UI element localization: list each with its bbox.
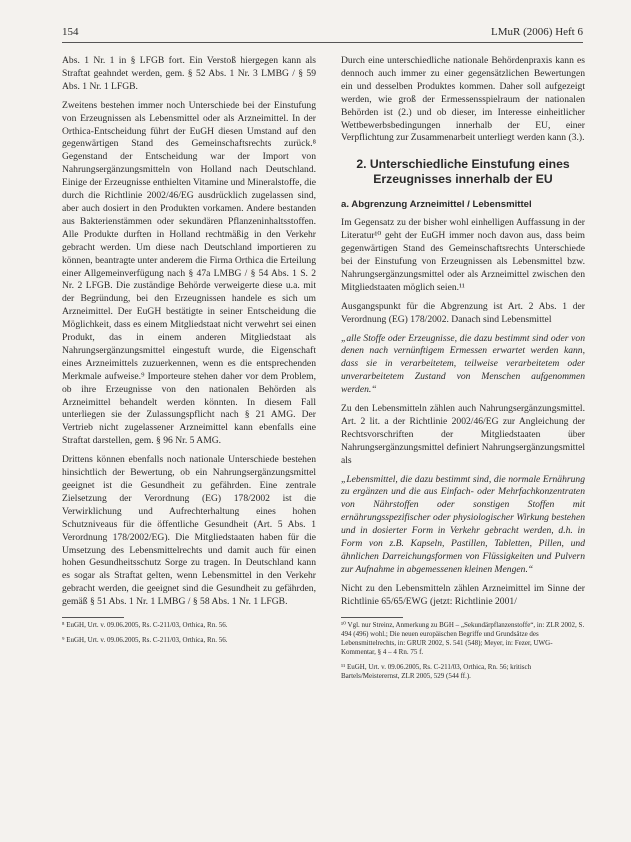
paragraph: Im Gegensatz zu der bisher wohl einhelligen Auffassung in der Literatur¹⁰ geht der EuGH immer noch davon aus, dass beim gegenwärtigen Stand des Gemeinschaftsrechts Unterschiede bei der Einstufung von Erzeugnissen als Lebensmittel bzw. Nahrungsergänzungsmittel oder als Arzneimittel zwischen den Mitgliedstaaten möglich seien.¹¹ bbox=[341, 217, 585, 293]
journal-citation: LMuR (2006) Heft 6 bbox=[491, 26, 583, 38]
paragraph: Ausgangspunkt für die Abgrenzung ist Art. 2 Abs. 1 der Verordnung (EG) 178/2002. Danach sind Lebensmittel bbox=[341, 300, 585, 325]
section-heading: 2. Unterschiedliche Einstufung eines Erzeugnisses innerhalb der EU bbox=[356, 157, 570, 187]
paragraph: Durch eine unterschiedliche nationale Behördenpraxis kann es dennoch auch immer zu einer gegensätzlichen Bewertungen ein und desselben Produktes kommen. Daher soll aufgezeigt werden, wie groß der Ermessensspielraum der nationalen Behörden ist (2.) und ob dieser, im Interesse einheitlicher Wettbewerbsbedingungen innerhalb der EU, einer Verpflichtung zur Zusammenarbeit unterliegt werden kann (3.). bbox=[341, 55, 585, 144]
paragraph: Nicht zu den Lebensmitteln zählen Arzneimittel im Sinne der Richtlinie 65/65/EWG (jetzt: Richtlinie 2001/ bbox=[341, 582, 585, 607]
footnote-divider bbox=[341, 617, 403, 618]
footnote-divider bbox=[62, 617, 124, 618]
block-quote: „Lebensmittel, die dazu bestimmt sind, die normale Ernährung zu ergänzen und die aus Einfach- oder Mehrfachkonzentraten von Nährstoffen oder sonstigen Stoffen mit ernährungsspezifischer oder physiologischer Wirkung bestehen und in dosierter Form in Verkehr gebracht werden, d.h. in Form von z.B. Kapseln, Pastillen, Tabletten, Pillen, und ähnlichen Darreichungsformen von Flüssigkeiten und Pulvern zur Aufnahme in abgemessenen kleinen Mengen.“ bbox=[341, 473, 585, 575]
block-quote: „alle Stoffe oder Erzeugnisse, die dazu bestimmt sind oder von denen nach vernünftigem Ermessen erwartet werden kann, dass sie in verarbeitetem, teilweise verarbeitetem oder unverarbeitetem Zustand von Menschen aufgenommen werden.“ bbox=[341, 332, 585, 396]
paragraph: Zu den Lebensmitteln zählen auch Nahrungsergänzungsmittel. Art. 2 lit. a der Richtlinie 2002/46/EG zur Angleichung der Rechtsvorschriften der Mitgliedstaaten über Nahrungsergänzungsmittel definiert Nahrungsergänzungsmittel als bbox=[341, 403, 585, 466]
page-number: 154 bbox=[62, 26, 79, 38]
right-column bbox=[341, 55, 585, 687]
left-column bbox=[62, 55, 316, 651]
footnote: ⁹ EuGH, Urt. v. 09.06.2005, Rs. C-211/03, Orthica, Rn. 56. bbox=[62, 636, 228, 645]
footnote: ⁸ EuGH, Urt. v. 09.06.2005, Rs. C-211/03, Orthica, Rn. 56. bbox=[62, 621, 228, 630]
footnote: ¹⁰ Vgl. nur Streinz, Anmerkung zu BGH – „Sekundärpflanzenstoffe“, in: ZLR 2002, S. 494 (496) wohl.; Die neuen europäischen Begriffe und Grundsätze des Lebensmittelrechts, in: GRUR 2002, S. 541 (548); Meyer, in: Fezer, UWG-Kommentar, § 4 – 4 Rn. 75 f. bbox=[341, 620, 585, 656]
footnote: ¹¹ EuGH, Urt. v. 09.06.2005, Rs. C-211/03, Orthica, Rn. 56; kritisch Bartels/Meisterernst, ZLR 2005, 529 (544 ff.). bbox=[341, 662, 532, 680]
paragraph: Abs. 1 Nr. 1 in § LFGB fort. Ein Verstoß hiergegen kann als Straftat geahndet werden, gem. § 52 Abs. 1 Nr. 3 LMBG / § 59 Abs. 1 Nr. 1 LFGB. bbox=[62, 55, 316, 92]
subheading: a. Abgrenzung Arzneimittel / Lebensmittel bbox=[341, 199, 532, 211]
paragraph: Zweitens bestehen immer noch Unterschiede bei der Einstufung von Erzeugnissen als Lebensmittel oder als Arzneimittel. In der Orthica-Entscheidung führt der EuGH diesen Umstand auf den gegenwärtigen Stand des Gemeinschaftsrechts zurück.⁸ Gegenstand der Entscheidung war der Import von Nahrungsergänzungsmitteln von Holland nach Deutschland. Einige der Erzeugnisse enthielten Vitamine und Mineralstoffe, die durch die Richtlinie 2002/46/EG ausdrücklich zugelassen sind, aber auch dosiert in den Produkten vorkamen. Andere bestanden aus Bakterienstämmen oder sekundären Pflanzeninhaltsstoffen. Alle Produkte durften in Holland rechtmäßig in den Verkehr gebracht werden. Um diese nach Deutschland importieren zu können, beantragte unter anderem die Firma Orthica die Erteilung einer Allgemeinverfügung nach § 47a LMBG / § 54 Abs. 1 S. 2 Nr. 2 LFGB. Die zuständige Behörde verweigerte diese u.a. mit der Begründung, bei den Erzeugnissen handele es sich um Arzneimittel. Der EuGH bestätigte in seiner Entscheidung die Möglichkeit, dass es einem Mitgliedstaat nicht verwehrt sei einen Produkt, das in einem anderen Mitgliedstaat als Nahrungsergänzungsmittel eingestuft wurde, die Eigenschaft eines Arzneimittels zuzuerkennen, wenn es die entsprechenden Merkmale aufweise.⁹ Importeure stehen daher vor dem Problem, ob ihre Erzeugnisse von den nationalen Behörden als Arzneimittel behandelt werden könnten. In diesem Fall unterliegen sie der Zulassungspflicht nach § 21 AMG. Der Vertrieb nicht zugelassener Arzneimittel kann ebenfalls eine Straftat darstellen, gem. § 96 Nr. 5 AMG. bbox=[62, 99, 316, 447]
paragraph: Drittens können ebenfalls noch nationale Unterschiede bestehen hinsichtlich der Bewertung, ob ein Nahrungsergänzungsmittel geeignet ist die Gesundheit zu gefährden. Eine zentrale Zielsetzung der Verordnung (EG) 178/2002 ist die Verwirklichung und Aufrechterhaltung eines hohen Schutzniveaus für die öffentliche Gesundheit (Art. 5 Abs. 1 Verordnung 178/2002/EG). Die Mitgliedstaaten haben für die Umsetzung des Lebensmittelrechts und damit auch für einen hohen Gesundheitsschutz Sorge zu tragen. In Deutschland kann es sogar als Straftat gelten, wenn Lebensmittel in den Verkehr gebracht werden, die geeignet sind die Gesundheit zu gefährden, gemäß § 51 Abs. 1 Nr. 1 LMBG / § 58 Abs. 1 Nr. 1 LFGB. bbox=[62, 454, 316, 608]
running-header bbox=[62, 26, 583, 43]
